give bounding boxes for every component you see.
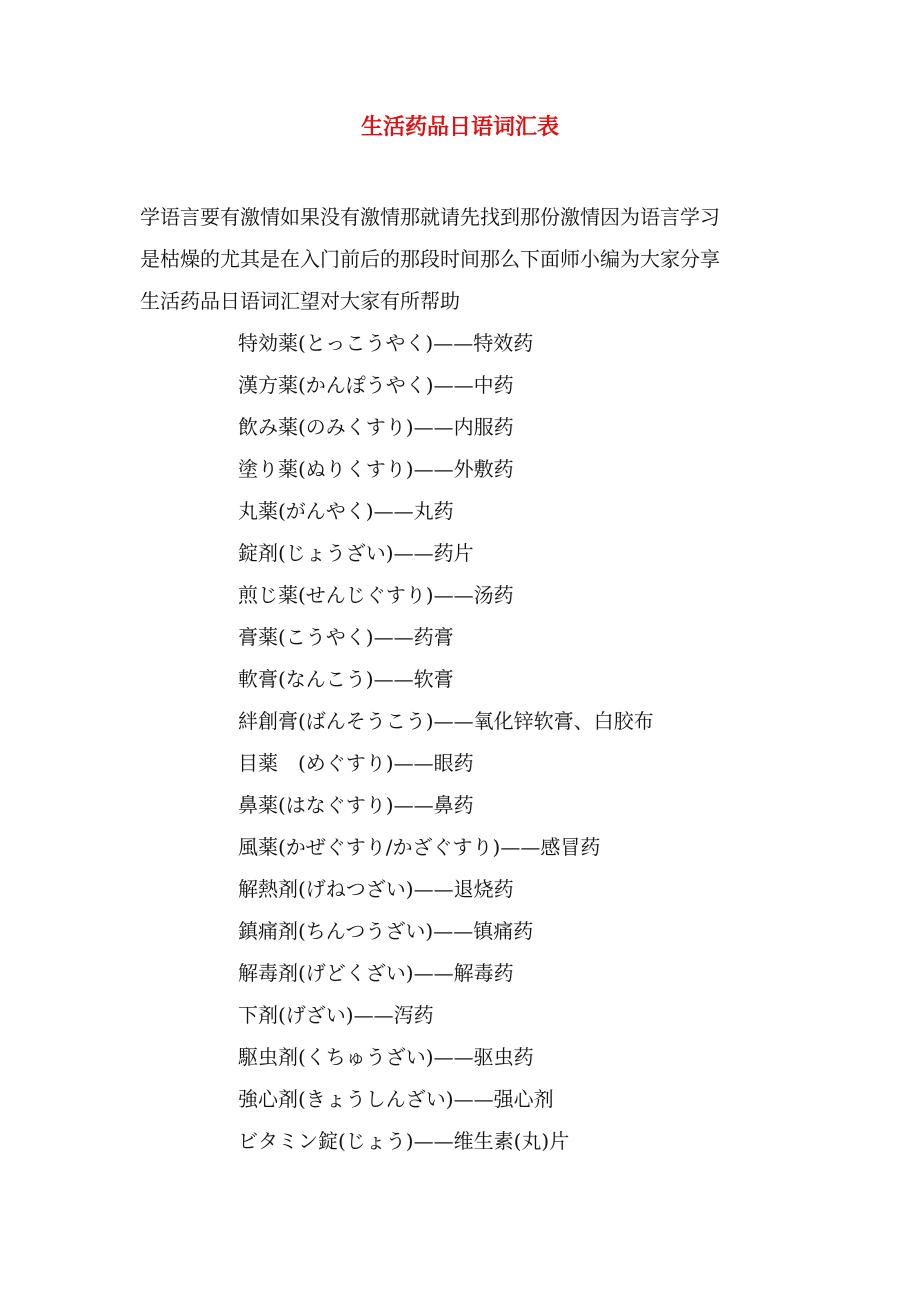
vocabulary-item: 駆虫剤(くちゅうざい)——驱虫药: [238, 1045, 534, 1069]
vocabulary-item: 特効薬(とっこうやく)——特效药: [238, 331, 534, 355]
intro-line: 学语言要有激情如果没有激情那就请先找到那份激情因为语言学习: [140, 205, 720, 229]
intro-line: 生活药品日语词汇望对大家有所帮助: [140, 289, 460, 313]
vocabulary-item: 飲み薬(のみくすり)——内服药: [238, 415, 514, 439]
vocabulary-item: 丸薬(がんやく)——丸药: [238, 499, 454, 523]
vocabulary-item: 塗り薬(ぬりくすり)——外敷药: [238, 457, 514, 481]
vocabulary-item: 解毒剤(げどくざい)——解毒药: [238, 961, 514, 985]
vocabulary-item: ビタミン錠(じょう)——维生素(丸)片: [238, 1129, 570, 1153]
intro-line: 是枯燥的尤其是在入门前后的那段时间那么下面师小编为大家分享: [140, 247, 720, 271]
intro-paragraph: [140, 196, 780, 322]
vocabulary-item: 膏薬(こうやく)——药膏: [238, 625, 454, 649]
vocabulary-item: 軟膏(なんこう)——软膏: [238, 667, 454, 691]
vocabulary-item: 鎮痛剤(ちんつうざい)——镇痛药: [238, 919, 534, 943]
vocabulary-item: 漢方薬(かんぽうやく)——中药: [238, 373, 514, 397]
vocabulary-item: 煎じ薬(せんじぐすり)——汤药: [238, 583, 514, 607]
document-title: 生活药品日语词汇表: [360, 114, 559, 140]
vocabulary-item: 解熱剤(げねつざい)——退烧药: [238, 877, 514, 901]
vocabulary-item: 風薬(かぜぐすり/かざぐすり)——感冒药: [238, 835, 601, 859]
vocabulary-item: 下剤(げざい)——泻药: [238, 1003, 434, 1027]
vocabulary-item: 目薬 (めぐすり)——眼药: [238, 751, 474, 775]
vocabulary-item: 鼻薬(はなぐすり)——鼻药: [238, 793, 474, 817]
vocabulary-list: [238, 322, 654, 1162]
vocabulary-item: 絆創膏(ばんそうこう)——氧化锌软膏、白胶布: [238, 709, 654, 733]
vocabulary-item: 強心剤(きょうしんざい)——强心剂: [238, 1087, 554, 1111]
vocabulary-item: 錠剤(じょうざい)——药片: [238, 541, 474, 565]
